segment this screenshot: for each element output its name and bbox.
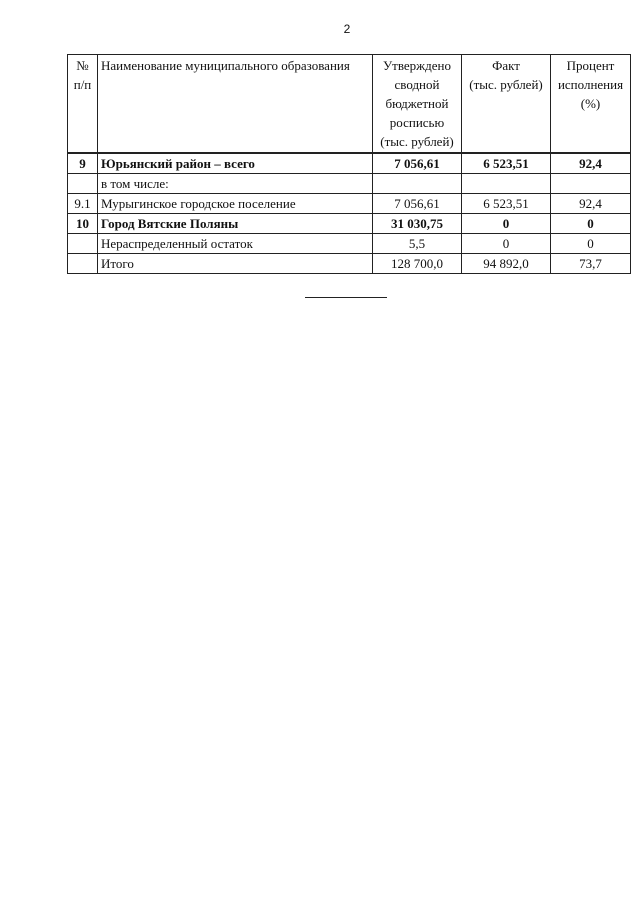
budget-execution-table [67, 54, 631, 274]
table-row-yuryansky-district [68, 153, 631, 174]
row-number [68, 174, 98, 194]
municipality-name: Город Вятские Поляны [98, 214, 373, 234]
header-row [68, 55, 631, 154]
row-number [68, 254, 98, 274]
approved-amount: 5,5 [373, 234, 462, 254]
approved-amount: 128 700,0 [373, 254, 462, 274]
header-percent-line-3: (%) [580, 96, 601, 111]
header-approved-line-2: сводной [394, 77, 440, 92]
approved-amount: 31 030,75 [373, 214, 462, 234]
header-approved-budget [373, 55, 462, 154]
header-fact-line-2: (тыс. рублей) [469, 77, 543, 92]
header-approved-line-3: бюджетной [385, 96, 449, 111]
header-percent-line-1: Процент [566, 58, 615, 73]
approved-amount: 7 056,61 [373, 194, 462, 214]
execution-percent [551, 174, 631, 194]
header-municipality-name: Наименование муниципального образования [98, 55, 373, 154]
fact-amount [462, 174, 551, 194]
end-of-document-rule [305, 297, 387, 298]
municipality-name: Нераспределенный остаток [98, 234, 373, 254]
fact-amount: 0 [462, 214, 551, 234]
table-row-total [68, 254, 631, 274]
header-percent-line-2: исполнения [557, 77, 624, 92]
municipality-name: Мурыгинское городское поселение [98, 194, 373, 214]
row-number: 9.1 [68, 194, 98, 214]
approved-amount [373, 174, 462, 194]
header-approved-line-4: росписью [389, 115, 445, 130]
row-number [68, 234, 98, 254]
header-number [68, 55, 98, 154]
fact-amount: 0 [462, 234, 551, 254]
execution-percent: 92,4 [551, 194, 631, 214]
header-fact [462, 55, 551, 154]
execution-percent: 73,7 [551, 254, 631, 274]
execution-percent: 92,4 [551, 153, 631, 174]
header-number-line-1: № [76, 58, 89, 73]
header-approved-line-1: Утверждено [382, 58, 452, 73]
header-execution-percent [551, 55, 631, 154]
table-body [68, 153, 631, 274]
execution-percent: 0 [551, 214, 631, 234]
header-approved-line-5: (тыс. рублей) [380, 134, 454, 149]
page-number: 2 [343, 22, 351, 36]
header-fact-line-1: Факт [492, 58, 520, 73]
execution-percent: 0 [551, 234, 631, 254]
municipality-name: Юрьянский район – всего [98, 153, 373, 174]
table-row-including [68, 174, 631, 194]
fact-amount: 6 523,51 [462, 153, 551, 174]
municipality-name: в том числе: [98, 174, 373, 194]
fact-amount: 6 523,51 [462, 194, 551, 214]
municipality-name: Итого [98, 254, 373, 274]
table-row-undistributed-remainder [68, 234, 631, 254]
row-number: 9 [68, 153, 98, 174]
table-row-vyatskiye-polyany [68, 214, 631, 234]
table-header [68, 55, 631, 154]
approved-amount: 7 056,61 [373, 153, 462, 174]
table-row-murygino-settlement [68, 194, 631, 214]
header-number-line-2: п/п [73, 77, 92, 92]
row-number: 10 [68, 214, 98, 234]
fact-amount: 94 892,0 [462, 254, 551, 274]
